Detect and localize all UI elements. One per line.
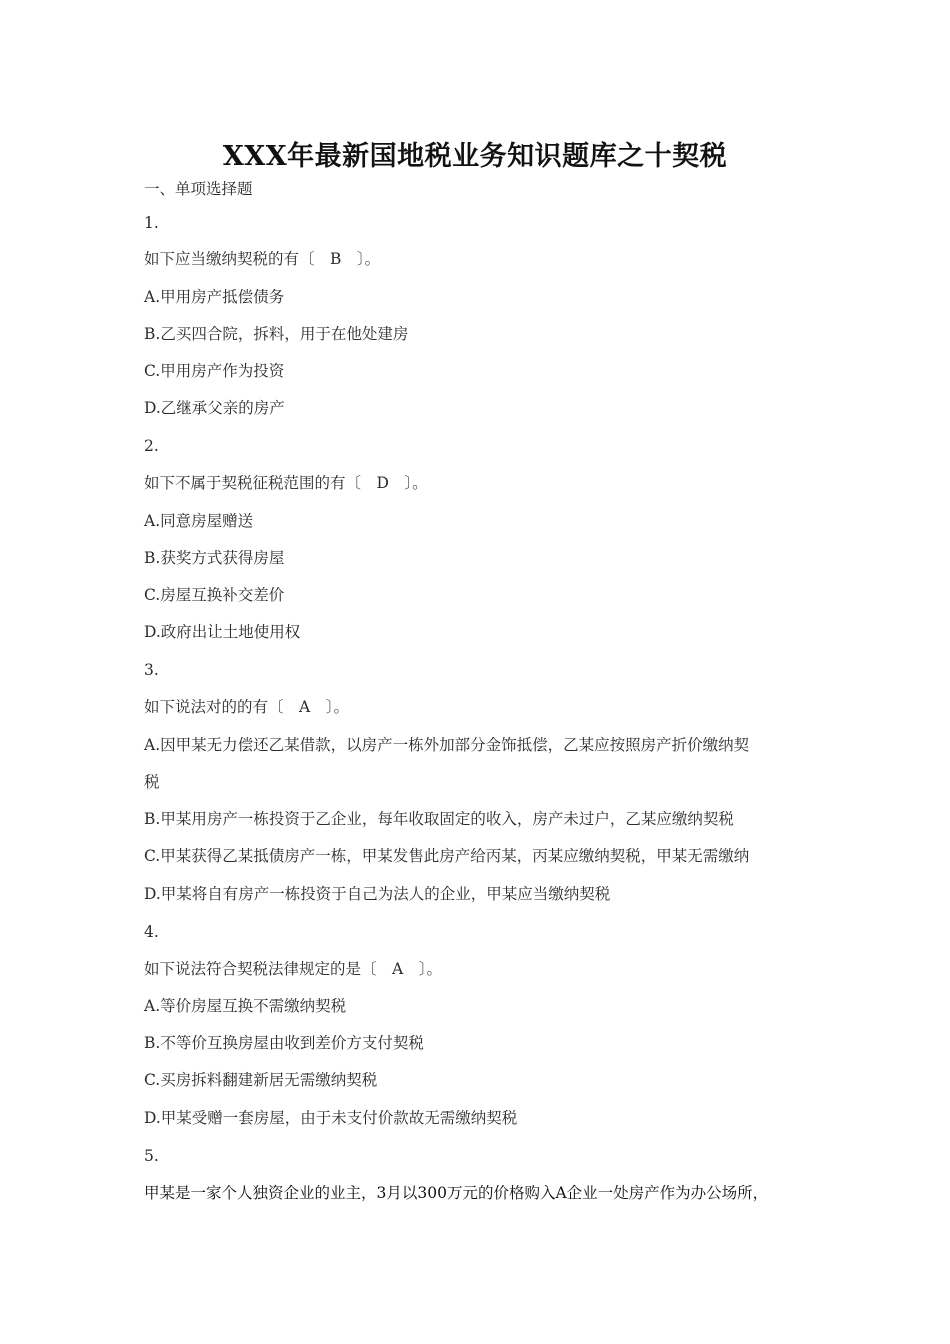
option-item: A.甲用房产抵偿债务 [144,288,285,306]
option-item: D.甲某受赠一套房屋，由于未支付价款故无需缴纳契税 [144,1109,518,1127]
option-item: C.房屋互换补交差价 [144,586,285,604]
option-item: B.乙买四合院，拆料，用于在他处建房 [144,325,409,343]
question-stem: 如下说法对的的有〔 A 〕。 [144,698,349,716]
option-item-continuation: 税 [144,773,160,791]
question-stem: 如下不属于契税征税范围的有〔 D 〕。 [144,474,428,492]
option-item: B.不等价互换房屋由收到差价方支付契税 [144,1034,424,1052]
option-item: B.甲某用房产一栋投资于乙企业，每年收取固定的收入，房产未过户，乙某应缴纳契税 [144,810,734,828]
question-number: 2. [144,437,159,455]
option-item: C.甲用房产作为投资 [144,362,285,380]
question-number: 5. [144,1147,159,1165]
section-heading: 一、单项选择题 [144,180,253,198]
option-item: A.等价房屋互换不需缴纳契税 [144,997,347,1015]
document-title: XXX年最新国地税业务知识题库之十契税 [222,141,728,172]
question-stem: 如下说法符合契税法律规定的是〔 A 〕。 [144,960,442,978]
option-item: C.买房拆料翻建新居无需缴纳契税 [144,1071,378,1089]
question-number: 3. [144,661,159,679]
question-stem: 甲某是一家个人独资企业的业主，3月以300万元的价格购入A企业一处房产作为办公场所， [144,1184,769,1202]
question-number: 4. [144,923,159,941]
option-item: A.因甲某无力偿还乙某借款，以房产一栋外加部分金饰抵偿，乙某应按照房产折价缴纳契 [144,736,750,754]
question-stem: 如下应当缴纳契税的有〔 B 〕。 [144,250,381,268]
option-item: A.同意房屋赠送 [144,512,254,530]
option-item: D.甲某将自有房产一栋投资于自己为法人的企业，甲某应当缴纳契税 [144,885,611,903]
option-item: D.政府出让土地使用权 [144,623,301,641]
option-item: D.乙继承父亲的房产 [144,399,285,417]
option-item: C.甲某获得乙某抵债房产一栋，甲某发售此房产给丙某，丙某应缴纳契税，甲某无需缴纳 [144,847,750,865]
option-item: B.获奖方式获得房屋 [144,549,285,567]
question-number: 1. [144,214,159,232]
